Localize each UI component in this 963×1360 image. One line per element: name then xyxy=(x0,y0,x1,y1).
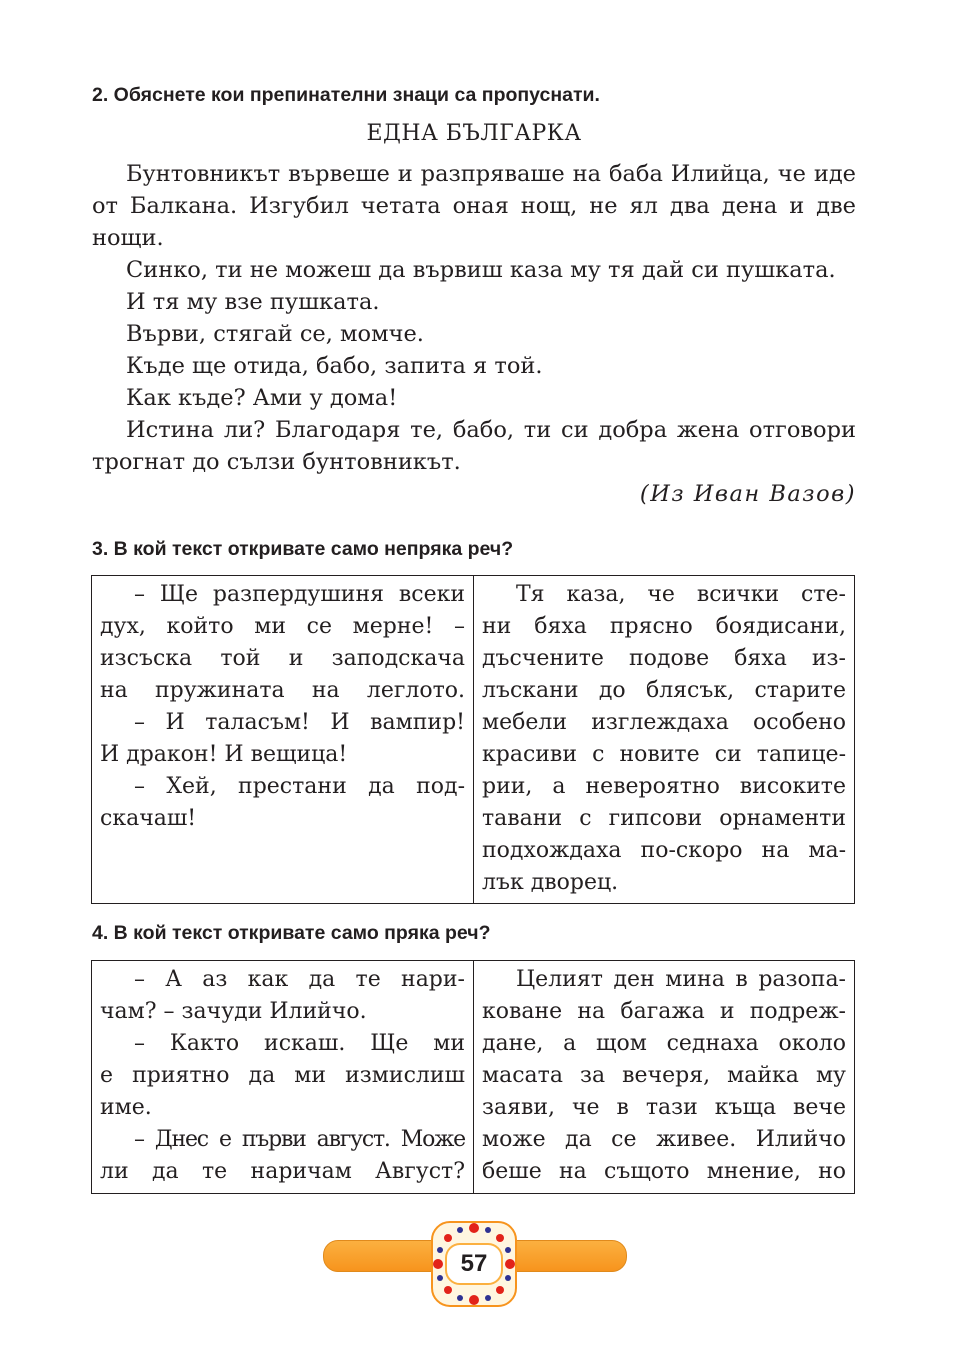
text-line: ли да те наричам Август? xyxy=(100,1159,465,1184)
text-line: на пружината на леглото. xyxy=(100,678,465,703)
text-line: лък дворец. xyxy=(482,870,619,895)
text-line: име. xyxy=(100,1095,152,1120)
task-4-heading: 4. В кой текст откривате само пряка реч? xyxy=(92,922,491,944)
task-4-table xyxy=(91,960,855,1194)
text-line: дух, който ми се мерне! – xyxy=(100,614,465,639)
story-paragraph-1: Бунтовникът вървеше и разпряваше на баба Илийца, че иде от Балкана. Изгубил четата оная нощ, не ял два дена и две нощи. xyxy=(92,161,856,251)
task-3-table xyxy=(91,575,855,904)
task-4-text-left xyxy=(92,961,473,1193)
text-line: – А аз как да те нари- xyxy=(134,967,465,992)
text-line: беше на същото мнение, но xyxy=(482,1159,846,1184)
task-3-text-left xyxy=(92,576,473,903)
text-line: подхождаха по-скоро на ма- xyxy=(482,838,846,863)
text-line: – И таласъм! И вампир! xyxy=(134,710,465,735)
story-paragraph-7: Истина ли? Благодаря те, бабо, ти си добра жена отговори трогнат до сълзи бунтовникът. xyxy=(92,417,856,475)
story-author: (Из Иван Вазов) xyxy=(639,481,856,507)
task-2-heading: 2. Обяснете кои препинателни знаци са пропуснати. xyxy=(92,84,600,106)
task-3-text-right xyxy=(473,576,854,903)
text-line: Целият ден мина в разопа- xyxy=(516,967,846,992)
text-line: И дракон! И вещица! xyxy=(100,742,348,767)
text-line: лъскани до блясък, старите xyxy=(482,678,846,703)
text-line: заяви, че в тази къща вече xyxy=(482,1095,846,1120)
page-number: 57 xyxy=(460,1250,488,1277)
task-4-text-right xyxy=(473,961,854,1193)
story-paragraph-6: Как къде? Ами у дома! xyxy=(126,385,398,411)
text-line: изсъска той и заподскача xyxy=(100,646,465,671)
text-line: скачаш! xyxy=(100,806,197,831)
text-line: – Ще разпердушиня всеки xyxy=(134,582,465,607)
text-line: ни бяха прясно боядисани, xyxy=(482,614,846,639)
text-line: коване на багажа и подреж- xyxy=(482,999,846,1024)
story-paragraph-3: И тя му взе пушката. xyxy=(126,289,380,315)
text-line: – Хей, престани да под- xyxy=(134,774,465,799)
text-line: чам? – зачуди Илийчо. xyxy=(100,999,367,1024)
text-line: е приятно да ми измислиш xyxy=(100,1063,465,1088)
text-line: мебели изглеждаха особено xyxy=(482,710,846,735)
task-3-heading: 3. В кой текст откривате само непряка реч? xyxy=(92,538,514,560)
text-line: може да се живее. Илийчо xyxy=(482,1127,846,1152)
story-text xyxy=(92,158,856,510)
story-paragraph-4: Върви, стягай се, момче. xyxy=(126,321,424,347)
story-title: ЕДНА БЪЛГАРКА xyxy=(366,121,582,146)
text-line: рии, а невероятно високите xyxy=(482,774,846,799)
text-line: – Както искаш. Ще ми xyxy=(134,1031,465,1056)
text-line: дъсчените подове бяха из- xyxy=(482,646,846,671)
story-paragraph-2: Синко, ти не можеш да вървиш каза му тя дай си пушката. xyxy=(126,257,836,283)
text-line: дане, а щом седнаха около xyxy=(482,1031,846,1056)
text-line: красиви с новите си тапице- xyxy=(482,742,846,767)
text-line: Тя каза, че всички сте- xyxy=(516,582,846,607)
text-line: – Днес е първи август. Може xyxy=(134,1127,465,1152)
text-line: масата за вечеря, майка му xyxy=(482,1063,846,1088)
story-paragraph-5: Къде ще отида, бабо, запита я той. xyxy=(126,353,543,379)
text-line: тавани с гипсови орнаменти xyxy=(482,806,846,831)
